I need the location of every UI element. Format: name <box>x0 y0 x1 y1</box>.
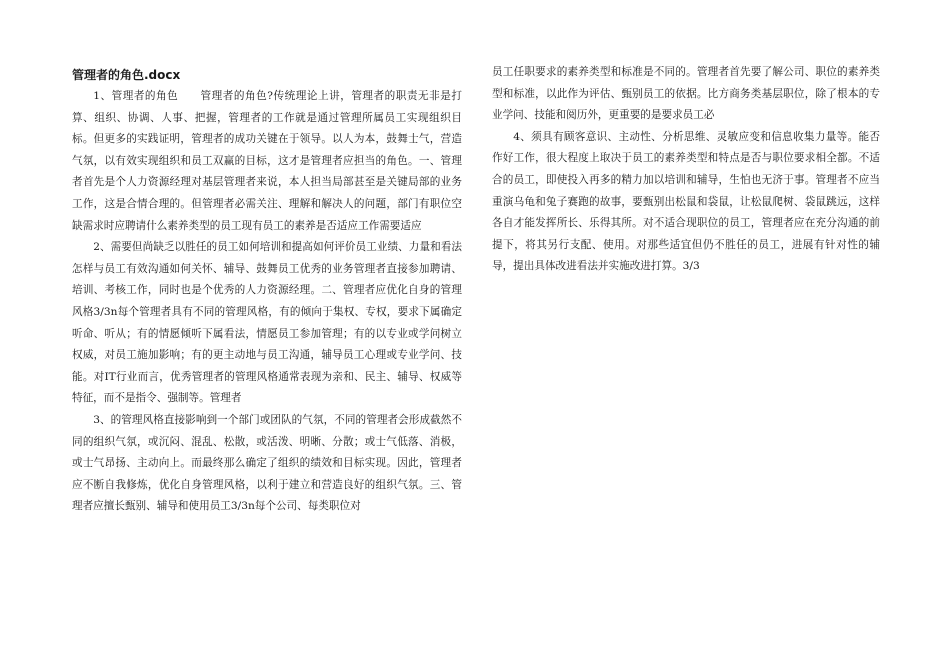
left-column <box>72 62 462 518</box>
paragraph-3: 3、的管理风格直接影响到一个部门或团队的气氛，不同的管理者会形成截然不同的组织气氛，或沉闷、混乱、松散，或活泼、明晰、分散；或士气低落、消极，或士气昂扬、主动向上。而最终那么确定了组织的绩效和目标实现。因此，管理者应不断自我修炼，优化自身管理风格，以利于建立和营造良好的组织气氛。三、管理者应擅长甄别、辅导和使用员工3/3n每个公司、每类职位对 <box>72 413 462 513</box>
paragraph-1: 1、管理者的角色 管理者的角色?传统理论上讲，管理者的职责无非是打算、组织、协调、人事、把握，管理者的工作就是通过管理所属员工实现组织目标。但更多的实践证明，管理者的成功关键在于领导。以人为本，鼓舞士气，营造气氛，以有效实现组织和员工双赢的目标，这才是管理者应担当的角色。一、管理者首先是个人力资源经理对基层管理者来说，本人担当局部甚至是关键局部的业务工作，这是合情合理的。但管理者必需关注、理解和解决人的问题，部门有职位空缺需求时应聘请什么素养类型的员工现有员工的素养是否适应工作需要适应 <box>72 90 462 232</box>
right-column <box>492 62 880 278</box>
paragraph-3-continuation: 员工任职要求的素养类型和标准是不同的。管理者首先要了解公司、职位的素养类型和标准，以此作为评估、甄别员工的依据。比方商务类基层职位，除了根本的专业学问、技能和阅历外，更重要的是要求员工必 <box>492 66 880 122</box>
paragraph-2: 2、需要但尚缺乏以胜任的员工如何培训和提高如何评价员工业绩、力量和看法怎样与员工有效沟通如何关怀、辅导、鼓舞员工优秀的业务管理者直接参加聘请、培训、考核工作，同时也是个优秀的人力资源经理。二、管理者应优化自身的管理风格3/3n每个管理者具有不同的管理风格，有的倾向于集权、专权，要求下属确定听命、听从；有的情愿倾听下属看法，情愿员工参加管理；有的以专业或学问树立权威，对员工施加影响；有的更主动地与员工沟通，辅导员工心理或专业学问、技能。对IT行业而言，优秀管理者的管理风格通常表现为亲和、民主、辅导、权威等特征，而不是指令、强制等。管理者 <box>72 241 462 405</box>
paragraph-4: 4、须具有顾客意识、主动性、分析思维、灵敏应变和信息收集力量等。能否作好工作，很大程度上取决于员工的素养类型和特点是否与职位要求相全都。不适合的员工，即使投入再多的精力加以培训和辅导，生怕也无济于事。管理者不应当重演乌龟和兔子赛跑的故事，要甄别出松鼠和袋鼠，让松鼠爬树、袋鼠跳远，这样各自才能发挥所长、乐得其所。对不适合现职位的员工，管理者应在充分沟通的前提下，将其另行支配、使用。对那些适宜但仍不胜任的员工，进展有针对性的辅导，提出具体改进看法并实施改进打算。3/3 <box>492 130 880 273</box>
document-title: 管理者的角色.docx <box>72 68 181 82</box>
